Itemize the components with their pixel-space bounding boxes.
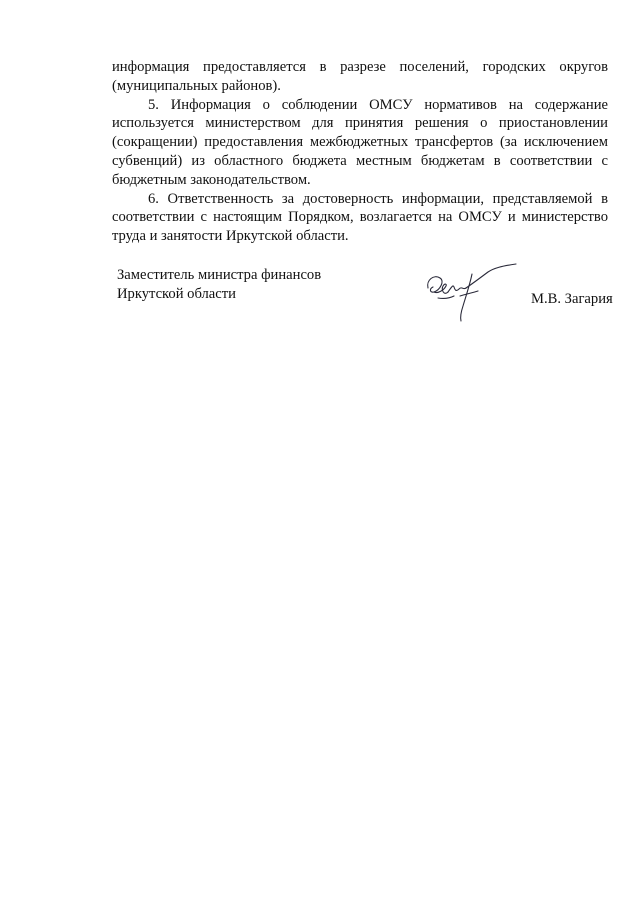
paragraph-item-6: 6. Ответственность за достоверность информации, представляемой в соответствии с настоящим Порядком, возлагается на ОМСУ и министерство труда и занятости Иркутской области. (112, 190, 608, 245)
signatory-position (117, 266, 321, 304)
paragraph-item-5: 5. Информация о соблюдении ОМСУ нормативов на содержание используется министерством для принятия решения о приостановлении (сокращении) предоставления межбюджетных трансфертов (за исключением субвенций) из областного бюджета местным бюджетам в соответствии с бюджетным законодательством. (112, 96, 608, 188)
signatory-name: М.В. Загария (531, 291, 613, 307)
handwritten-signature-icon (420, 262, 520, 324)
document-body (112, 58, 608, 246)
signatory-position-line2: Иркутской области (117, 286, 236, 302)
signatory-position-line1: Заместитель министра финансов (117, 267, 322, 283)
paragraph-continuation: информация предоставляется в разрезе поселений, городских округов (муниципальных районов). (112, 59, 608, 94)
